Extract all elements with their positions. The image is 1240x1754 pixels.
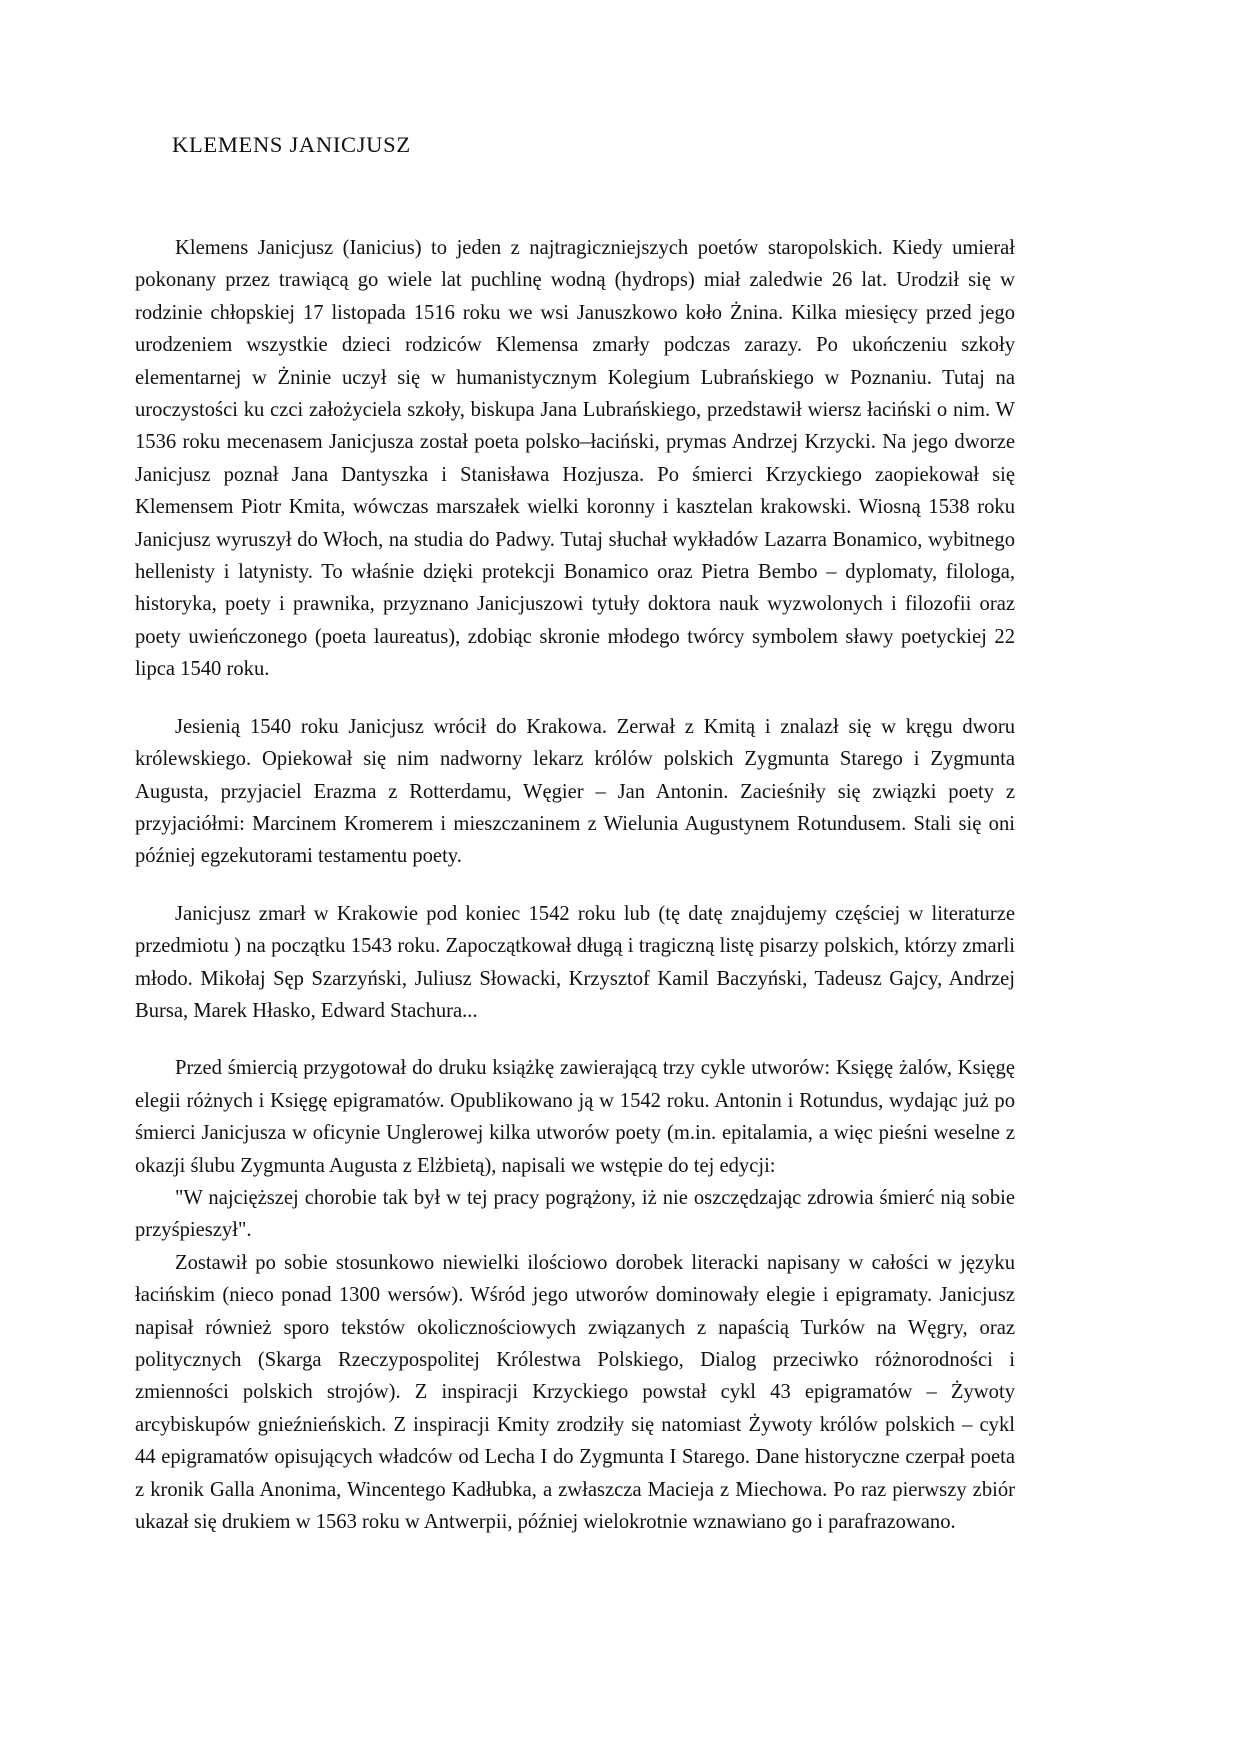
paragraph-intro-biography: Klemens Janicjusz (Ianicius) to jeden z najtragiczniejszych poetów staropolskich. Kiedy umierał pokonany przez trawiącą go wiele lat puchlinę wodną (hydrops) miał zaledwie 26 lat. Urodził się w rodzinie chłopskiej 17 listopada 1516 roku we wsi Januszkowo koło Żnina. Kilka miesięcy przed jego urodzeniem wszystkie dzieci rodziców Klemensa zmarły podczas zarazy. Po ukończeniu szkoły elementarnej w Żninie uczył się w humanistycznym Kolegium Lubrańskiego w Poznaniu. Tutaj na uroczystości ku czci założyciela szkoły, biskupa Jana Lubrańskiego, przedstawił wiersz łaciński o nim. W 1536 roku mecenasem Janicjusza został poeta polsko–łaciński, prymas Andrzej Krzycki. Na jego dworze Janicjusz poznał Jana Dantyszka i Stanisława Hozjusza. Po śmierci Krzyckiego zaopiekował się Klemensem Piotr Kmita, wówczas marszałek wielki koronny i kasztelan krakowski. Wiosną 1538 roku Janicjusz wyruszył do Włoch, na studia do Padwy. Tutaj słuchał wykładów Lazarra Bonamico, wybitnego hellenisty i latynisty. To właśnie dzięki protekcji Bonamico oraz Pietra Bembo – dyplomaty, filologa, historyka, poety i prawnika, przyznano Janicjuszowi tytuły doktora nauk wyzwolonych i filozofii oraz poety uwieńczonego (poeta laureatus), zdobiąc skronie młodego twórcy symbolem sławy poetyckiej 22 lipca 1540 roku. [135,237,1015,681]
page-title: KLEMENS JANICJUSZ [172,132,411,157]
paragraph-published-works: Przed śmiercią przygotował do druku książkę zawierającą trzy cykle utworów: Księgę żalów, Księgę elegii różnych i Księgę epigramatów. Opublikowano ją w 1542 roku. Antonin i Rotundus, wydając już po śmierci Janicjusza w oficynie Unglerowej kilka utworów poety (m.in. epitalamia, a więc pieśni weselne z okazji ślubu Zygmunta Augusta z Elżbietą), napisali we wstępie do tej edycji: [135,1057,1015,1177]
paragraph-death-and-legacy: Janicjusz zmarł w Krakowie pod koniec 1542 roku lub (tę datę znajdujemy częściej w literaturze przedmiotu ) na początku 1543 roku. Zapoczątkował długą i tragiczną listę pisarzy polskich, którzy zmarli młodo. Mikołaj Sęp Szarzyński, Juliusz Słowacki, Krzysztof Kamil Baczyński, Tadeusz Gajcy, Andrzej Bursa, Marek Hłasko, Edward Stachura... [135,902,1015,1022]
paragraph-literary-output: Zostawił po sobie stosunkowo niewielki ilościowo dorobek literacki napisany w całości w języku łacińskim (nieco ponad 1300 wersów). Wśród jego utworów dominowały elegie i epigramaty. Janicjusz napisał również sporo tekstów okolicznościowych związanych z napaścią Turków na Węgry, oraz politycznych (Skarga Rzeczypospolitej Królestwa Polskiego, Dialog przeciwko różnorodności i zmienności polskich strojów). Z inspiracji Krzyckiego powstał cykl 43 epigramatów – Żywoty arcybiskupów gnieźnieńskich. Z inspiracji Kmity zrodziły się natomiast Żywoty królów polskich – cykl 44 epigramatów opisujących władców od Lecha I do Zygmunta I Starego. Dane historyczne czerpał poeta z kronik Galla Anonima, Wincentego Kadłubka, a zwłaszcza Macieja z Miechowa. Po raz pierwszy zbiór ukazał się drukiem w 1563 roku w Antwerpii, później wielokrotnie wznawiano go i parafrazowano. [135,1251,1015,1534]
page-header [168,132,1013,158]
document-body [135,232,1015,1538]
paragraph-return-to-krakow: Jesienią 1540 roku Janicjusz wrócił do Krakowa. Zerwał z Kmitą i znalazł się w kręgu dworu królewskiego. Opiekował się nim nadworny lekarz królów polskich Zygmunta Starego i Zygmunta Augusta, przyjaciel Erazma z Rotterdamu, Węgier – Jan Antonin. Zacieśniły się związki poety z przyjaciółmi: Marcinem Kromerem i mieszczaninem z Wielunia Augustynem Rotundusem. Stali się oni później egzekutorami testamentu poety. [135,715,1015,868]
paragraph-quotation: "W najcięższej chorobie tak był w tej pracy pogrążony, iż nie oszczędzając zdrowia śmierć nią sobie przyśpieszył". [135,1186,1015,1242]
